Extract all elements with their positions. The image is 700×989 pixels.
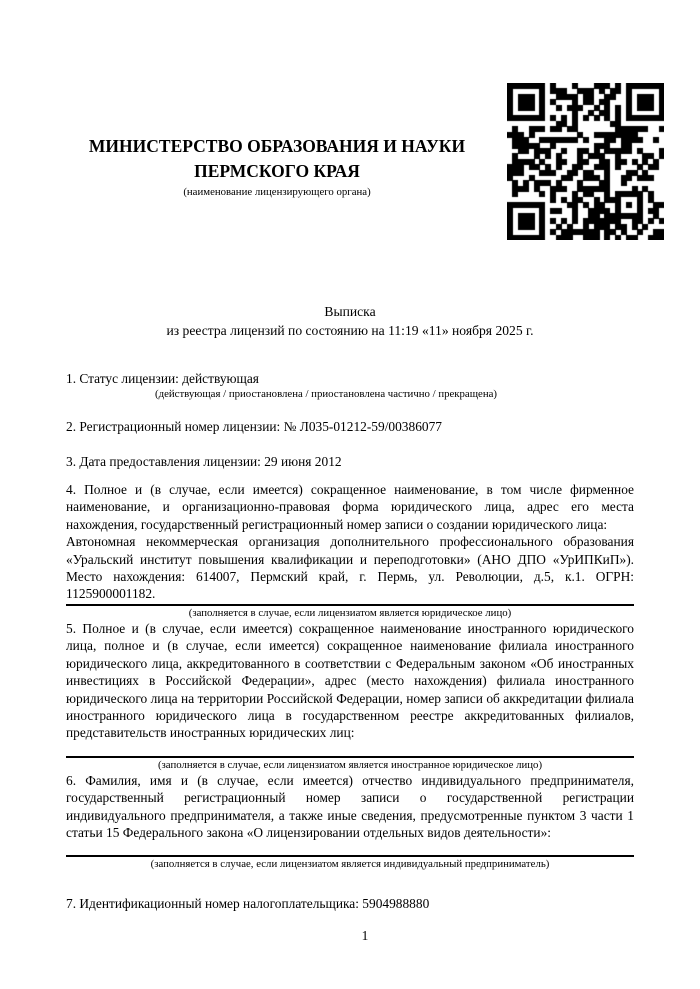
- item-5-question: 5. Полное и (в случае, если имеется) сокращенное наименование иностранного юридического лица, полное и (в случае, если имеется) сокращенное наименование филиала иностранного юридического лица, аккредитованного в соответствии с Федеральным законом «Об иностранных инвестициях в Российской Федерации», адрес (место нахождения) филиала иностранного юридического лица на территории Российской Федерации, номер записи об аккредитации филиала иностранного юридического лица в государственном реестре аккредитованных филиалов, представительств иностранных юридических лиц:: [66, 621, 634, 741]
- item-2-registration-number: 2. Регистрационный номер лицензии: № Л035-01212-59/00386077: [66, 419, 442, 434]
- document-title-line1: Выписка: [324, 304, 376, 319]
- page-number: 1: [361, 928, 369, 943]
- ministry-name-line1: МИНИСТЕРСТВО ОБРАЗОВАНИЯ И НАУКИ: [88, 136, 466, 156]
- item-6-question: 6. Фамилия, имя и (в случае, если имеется) отчество индивидуального предпринимателя, государственный регистрационный номер записи о государственной регистрации индивидуального предпринимателя, а также иные сведения, предусмотренные пунктом 3 части 1 статьи 15 Федерального закона «О лицензировании отдельных видов деятельности»:: [66, 773, 634, 841]
- licensing-authority-caption: (наименование лицензирующего органа): [183, 186, 371, 198]
- item-5-foreign-entity-block: [66, 620, 634, 772]
- item-4-fill-line: [66, 604, 634, 606]
- ministry-name-line2: ПЕРМСКОГО КРАЯ: [194, 161, 360, 181]
- item-3-license-grant-date: 3. Дата предоставления лицензии: 29 июня 2012: [66, 454, 342, 469]
- item-4-answer: Автономная некоммерческая организация дополнительного профессионального образования «Уральский институт повышения квалификации и переподготовки» (АНО ДПО «УрИПКиП»). Место нахождения: 614007, Пермский край, г. Пермь, ул. Революции, д.5, к.1. ОГРН: 1125900001182.: [66, 534, 634, 602]
- licensing-authority-header: [66, 134, 488, 199]
- item-4-question: 4. Полное и (в случае, если имеется) сокращенное наименование, в том числе фирменное наименование, и организационно-правовая форма юридического лица, адрес его места нахождения, государственный регистрационный номер записи о создании юридического лица:: [66, 482, 634, 532]
- item-6-fill-line: [66, 855, 634, 857]
- item-1-status-options-caption: (действующая / приостановлена / приостановлена частично / прекращена): [155, 388, 497, 400]
- item-5-fill-line: [66, 756, 634, 758]
- document-title: [66, 302, 634, 340]
- item-6-individual-entrepreneur-block: [66, 772, 634, 871]
- item-1-license-status: 1. Статус лицензии: действующая: [66, 371, 259, 386]
- item-5-caption: (заполняется в случае, если лицензиатом является иностранное юридическое лицо): [157, 758, 543, 771]
- item-4-legal-entity-block: [66, 481, 634, 620]
- item-6-caption: (заполняется в случае, если лицензиатом является индивидуальный предприниматель): [150, 857, 550, 870]
- item-4-caption: (заполняется в случае, если лицензиатом является юридическое лицо): [188, 606, 512, 619]
- item-7-taxpayer-id: 7. Идентификационный номер налогоплательщика: 5904988880: [66, 896, 430, 911]
- qr-code: [507, 83, 664, 240]
- document-title-line2: из реестра лицензий по состоянию на 11:19 «11» ноября 2025 г.: [166, 323, 534, 338]
